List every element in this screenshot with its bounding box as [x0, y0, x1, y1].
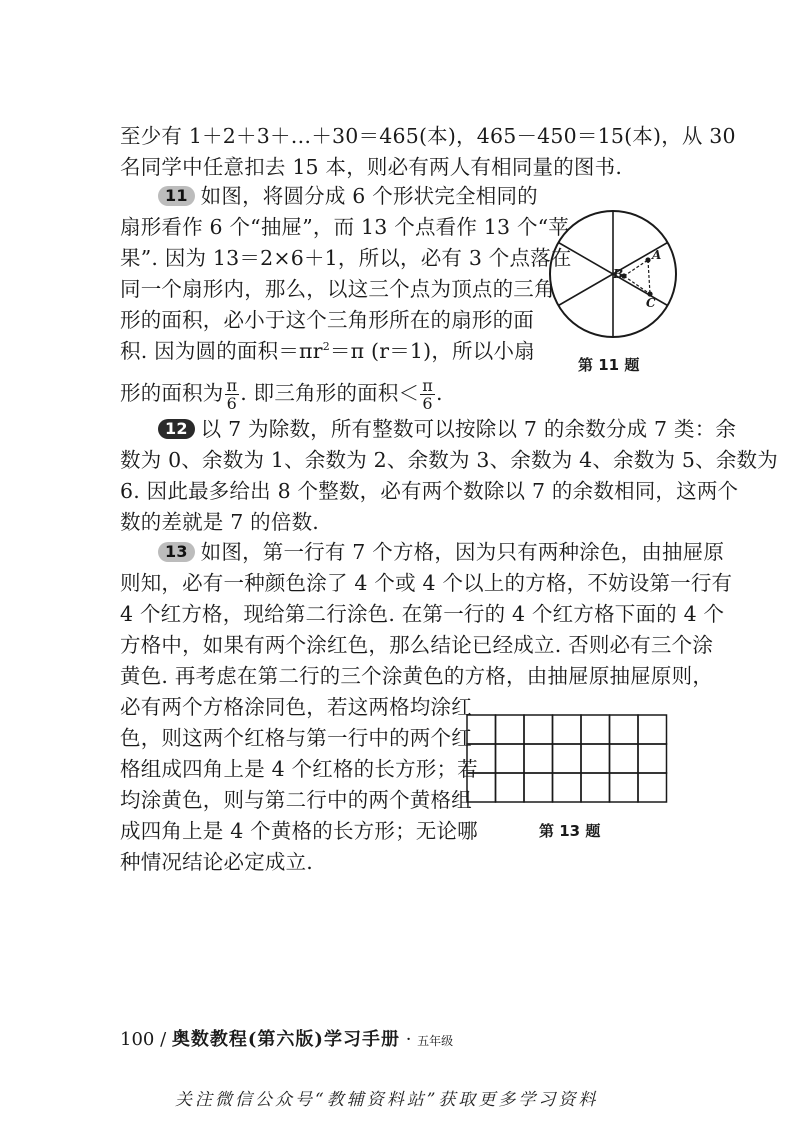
triangle-edge: [624, 260, 648, 276]
point-a: [645, 257, 650, 262]
problem-13-line: 格组成四角上是 4 个红格的长方形；若: [120, 757, 478, 781]
figure-13-caption: 第 13 题: [539, 822, 601, 840]
problem-11: [120, 181, 572, 415]
grid-cell: [638, 744, 667, 773]
grid-cell: [553, 773, 582, 802]
problem-13-line: 成四角上是 4 个黄格的长方形；无论哪: [120, 819, 478, 843]
area-text-continued: ＝π (r＝1)，所以小扇: [329, 339, 535, 363]
footer-slash: /: [160, 1029, 167, 1050]
grid-cell: [610, 715, 639, 744]
sector-area-text: 形的面积为: [120, 381, 224, 405]
problem-number-badge: 13: [158, 542, 195, 562]
book-title: 奥数教程(第六版)学习手册: [171, 1029, 400, 1050]
area-text: 积. 因为圆的面积＝πr: [120, 339, 323, 363]
fraction-pi-over-6: $\frac{\pi}{6}$: [226, 376, 238, 413]
grid-cell: [610, 744, 639, 773]
problem-number-badge: 12: [158, 419, 195, 439]
label-a: A: [652, 248, 662, 262]
problem-13-line: 必有两个方格涂同色，若这两格均涂红: [120, 695, 472, 719]
problem-11-line: 形的面积，必小于这个三角形所在的扇形的面: [120, 308, 534, 332]
problem-11-line: [120, 181, 572, 212]
problem-number-badge: 11: [158, 186, 195, 206]
problem-13-text: 如图，第一行有 7 个方格，因为只有两种涂色，由抽屉原: [200, 540, 725, 564]
fraction-pi-over-6: $\frac{\pi}{6}$: [422, 376, 433, 413]
footer-dot: ·: [405, 1029, 412, 1050]
grid-cell: [496, 773, 525, 802]
grid-cell: [467, 715, 496, 744]
triangle-edge: [648, 260, 650, 294]
grid-cell: [467, 744, 496, 773]
grid-cell: [553, 744, 582, 773]
exponent: 2: [322, 340, 330, 354]
problem-11-text: 如图，将圆分成 6 个形状完全相同的: [200, 184, 538, 208]
grid-cells: [467, 715, 667, 802]
grid-cell: [581, 715, 610, 744]
problem-11-line: 扇形看作 6 个“抽屉”，而 13 个点看作 13 个“苹: [120, 215, 570, 239]
grid-cell: [496, 744, 525, 773]
problem-13-line: 黄色. 再考虑在第二行的三个涂黄色的方格，由抽屉原抽屉原则，: [120, 664, 714, 688]
intro-paragraph: [120, 121, 736, 183]
label-c: C: [646, 296, 656, 310]
grid-cell: [496, 715, 525, 744]
grid-cell: [610, 773, 639, 802]
grade-label: 五年级: [417, 1034, 454, 1048]
intro-line-2: 名同学中任意扣去 15 本，则必有两人有相同量的图书.: [120, 155, 623, 179]
problem-12: [120, 414, 778, 538]
grid-cell: [524, 744, 553, 773]
problem-12-text: 以 7 为除数，所有整数可以按除以 7 的余数分成 7 类：余: [200, 417, 737, 441]
grid-cell: [524, 715, 553, 744]
grid-cell: [553, 715, 582, 744]
problem-12-line: 数为 0、余数为 1、余数为 2、余数为 3、余数为 4、余数为 5、余数为: [120, 448, 778, 472]
problem-13-line: [120, 537, 732, 568]
watermark-text: 关注微信公众号“教辅资料站”获取更多学习资料: [175, 1090, 599, 1110]
grid-cell: [638, 773, 667, 802]
grid-cell: [581, 744, 610, 773]
label-b: B: [613, 267, 624, 281]
problem-13-line: 均涂黄色，则与第二行中的两个黄格组: [120, 788, 472, 812]
problem-11-line: [120, 336, 572, 367]
problem-12-line: 6. 因此最多给出 8 个整数，必有两个数除以 7 的余数相同，这两个: [120, 479, 739, 503]
triangle-edge: [624, 276, 650, 294]
figure-11-caption: 第 11 题: [578, 356, 640, 374]
problem-12-line: 数的差就是 7 的倍数.: [120, 510, 319, 534]
grid-cell: [638, 715, 667, 744]
problem-11-line: 果”. 因为 13＝2×6＋1，所以，必有 3 个点落在: [120, 246, 572, 270]
figure-11-circle-diagram: [540, 208, 690, 343]
problem-13-line: 色，则这两个红格与第一行中的两个红: [120, 726, 472, 750]
grid-cell: [581, 773, 610, 802]
grid-cell: [467, 773, 496, 802]
page-footer: [120, 1025, 453, 1051]
problem-13-line: 4 个红方格，现给第二行涂色. 在第一行的 4 个红方格下面的 4 个: [120, 602, 725, 626]
problem-13-line: 种情况结论必定成立.: [120, 850, 314, 874]
problem-12-line: [120, 414, 778, 445]
problem-13-line: 方格中，如果有两个涂红色，那么结论已经成立. 否则必有三个涂: [120, 633, 714, 657]
intro-line-1: 至少有 1＋2＋3＋…＋30＝465(本)，465－450＝15(本)，从 30: [120, 124, 736, 148]
problem-13: [120, 537, 732, 878]
page-number: 100: [120, 1029, 155, 1050]
figure-13-grid: [466, 714, 670, 806]
problem-13-line: 则知，必有一种颜色涂了 4 个或 4 个以上的方格，不妨设第一行有: [120, 571, 733, 595]
problem-11-line: 同一个扇形内，那么，以这三个点为顶点的三角: [120, 277, 555, 301]
triangle-area-text: . 即三角形的面积＜: [240, 381, 420, 405]
problem-11-line: 形的面积为 $\frac{\pi}{6}$ . 即三角形的面积＜ $\frac{\pi}{6}$ .: [120, 376, 443, 413]
grid-cell: [524, 773, 553, 802]
